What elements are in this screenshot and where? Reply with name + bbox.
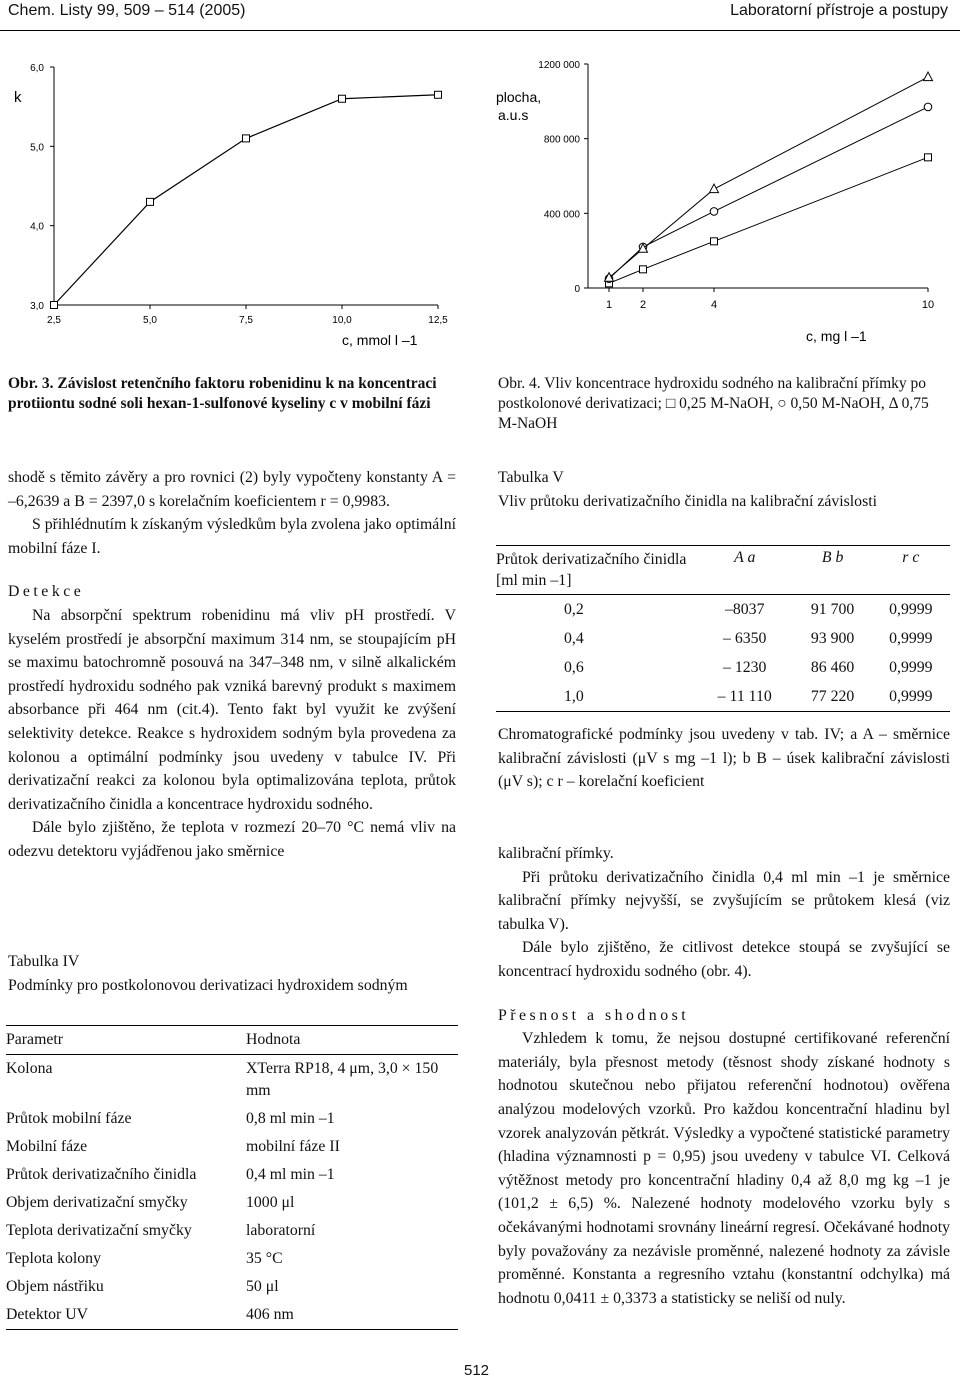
table-cell: 0,9999 bbox=[889, 601, 933, 618]
series-line bbox=[609, 157, 928, 283]
table-cell: 35 °C bbox=[246, 1250, 283, 1267]
data-point bbox=[339, 95, 346, 102]
table-cell: 93 900 bbox=[810, 630, 855, 647]
table-row bbox=[6, 1301, 458, 1330]
header-rule bbox=[0, 30, 960, 31]
x-axis-label: c, mmol l –1 bbox=[342, 332, 418, 348]
table-cell: – 6350 bbox=[723, 630, 767, 647]
table-cell: 0,4 ml min –1 bbox=[246, 1166, 335, 1183]
x-tick-label: 10,0 bbox=[332, 315, 352, 326]
paragraph: Dále bylo zjištěno, že teplota v rozmezí 20–70 °C nemá vliv na odezvu detektoru vyjádřenou jako směrnice bbox=[8, 819, 456, 860]
table-cell: 1,0 bbox=[564, 688, 584, 705]
y-axis-label: a.u.s bbox=[498, 107, 529, 123]
data-point bbox=[435, 91, 442, 98]
table-cell: Detektor UV bbox=[6, 1306, 89, 1323]
journal-header: Chem. Listy 99, 509 – 514 (2005) bbox=[8, 2, 246, 19]
x-tick-label: 2,5 bbox=[47, 315, 61, 326]
y-tick-label: 800 000 bbox=[543, 134, 580, 146]
data-point bbox=[924, 103, 932, 111]
paragraph: Při průtoku derivatizačního činidla 0,4 ml min –1 je směrnice kalibrační přímky nejvyšší, se zvyšujícím se průtokem klesá (viz tabulka V). bbox=[498, 868, 950, 933]
table-cell: 406 nm bbox=[246, 1306, 294, 1323]
table-4-subtitle: Podmínky pro postkolonovou derivatizaci hydroxidem sodným bbox=[8, 976, 408, 994]
table-header: Průtok derivatizačního činidla [ml min –1] bbox=[496, 551, 687, 589]
data-point bbox=[711, 238, 718, 245]
table-cell: Teplota derivatizační smyčky bbox=[6, 1222, 192, 1239]
table-cell: Objem nástřiku bbox=[6, 1278, 104, 1295]
table-5-footnote: Chromatografické podmínky jsou uvedeny v tab. IV; a A – směrnice kalibrační závislosti (μV s mg –1 l); b B – úsek kalibrační závislosti (μV s); c r – korelační koeficient bbox=[498, 726, 950, 791]
y-axis-label: k bbox=[14, 89, 22, 106]
table-row bbox=[6, 1161, 458, 1189]
table-row bbox=[6, 1189, 458, 1217]
series-line bbox=[54, 95, 438, 305]
table-cell: 0,6 bbox=[564, 659, 584, 676]
table-row bbox=[6, 1273, 458, 1301]
table-cell: – 1230 bbox=[723, 659, 767, 676]
table-cell: 0,2 bbox=[564, 601, 584, 618]
table-cell: –8037 bbox=[724, 601, 765, 618]
table-cell: 86 460 bbox=[810, 659, 855, 676]
table-row bbox=[6, 1133, 458, 1161]
table-cell: Průtok derivatizačního činidla bbox=[6, 1166, 197, 1183]
table-cell: XTerra RP18, 4 μm, 3,0 × 150 mm bbox=[246, 1060, 439, 1099]
table-header: B b bbox=[821, 549, 844, 566]
page-number: 512 bbox=[464, 1362, 490, 1379]
table-header: Hodnota bbox=[246, 1031, 301, 1048]
table-cell: Objem derivatizační smyčky bbox=[6, 1194, 188, 1211]
table-row bbox=[496, 595, 950, 625]
table-cell: 0,9999 bbox=[889, 630, 933, 647]
paragraph: Vzhledem k tomu, že nejsou dostupné certifikované referenční materiály, byla přesnost metody (těsnost shody získané hodnoty s hodnotou skutečnou nebo přijatou referenční hodnotou) ověřena analýzou modelových vzorků. Pro každou koncentrační hladinu byl vzorek analyzován pětkrát. Výsledky a vypočtené statistické parametry (hladina významnosti p = 0,95) jsou uvedeny v tabulce VI. Celková výtěžnost metody pro koncentrační hladiny 0,4 až 8,0 mg kg –1 je (101,2 ± 6,5) %. Nalezené hodnoty modelového vzorku byly s očekávanými hodnotami srovnány lineární regresí. Očekávané hodnoty byly považovány za nezávisle proměnné, nalezené hodnoty za závisle proměnné. Konstanta a regresního vztahu (konstantní odchylka) má hodnotu 0,0411 ± 0,3373 a statisticky se neliší od nuly. bbox=[498, 1030, 950, 1307]
table-cell: 0,9999 bbox=[889, 659, 933, 676]
paragraph: kalibrační přímky. bbox=[498, 845, 614, 862]
x-tick-label: 7,5 bbox=[239, 315, 253, 326]
data-point bbox=[710, 208, 718, 216]
table-4 bbox=[6, 1025, 458, 1330]
table-cell: Teplota kolony bbox=[6, 1250, 101, 1267]
x-tick-label: 4 bbox=[710, 299, 718, 311]
y-tick-label: 400 000 bbox=[543, 209, 580, 221]
table-5-subtitle: Vliv průtoku derivatizačního činidla na kalibrační závislosti bbox=[498, 492, 878, 510]
y-tick-label: 6,0 bbox=[30, 63, 44, 74]
table-row bbox=[6, 1245, 458, 1273]
table-5 bbox=[496, 545, 950, 712]
x-tick-label: 12,5 bbox=[428, 315, 448, 326]
table-5-caption bbox=[498, 466, 950, 513]
table-cell: 0,4 bbox=[564, 630, 584, 647]
table-cell: – 11 110 bbox=[717, 688, 772, 705]
table-row bbox=[496, 653, 950, 682]
y-tick-label: 0 bbox=[574, 284, 580, 295]
data-point bbox=[924, 72, 933, 81]
data-point bbox=[925, 154, 932, 161]
x-tick-label: 5,0 bbox=[143, 315, 157, 326]
y-tick-label: 1200 000 bbox=[538, 60, 580, 71]
table-cell: 1000 μl bbox=[246, 1194, 295, 1211]
table-row bbox=[496, 682, 950, 712]
table-5-title: Tabulka V bbox=[498, 469, 564, 486]
paragraph: S přihlédnutím k získaným výsledkům byla zvolena jako optimální mobilní fáze I. bbox=[8, 516, 456, 557]
right-column-text bbox=[498, 842, 950, 1310]
paragraph: Dále bylo zjištěno, že citlivost detekce stoupá se zvyšující se koncentrací hydroxidu sodného (obr. 4). bbox=[498, 939, 950, 980]
series-line bbox=[609, 77, 928, 278]
table-header: A a bbox=[734, 549, 756, 566]
y-tick-label: 3,0 bbox=[30, 301, 44, 312]
table-row bbox=[6, 1217, 458, 1245]
data-point bbox=[710, 184, 719, 193]
figure-4 bbox=[488, 50, 956, 356]
paragraph: Na absorpční spektrum robenidinu má vliv pH prostředí. V kyselém prostředí je absorpční maximum 314 nm, se stoupajícím pH se maximu batochromně posouvá na 347–348 nm, v silně alkalickém prostředí hydroxidu sodného pak vzniká barevný produkt s maximem absorbance při 464 nm (cit.4). Tento fakt byl využit ke zvýšení selektivity detekce. Reakce s hydroxidem sodným byla provedena za kolonou a optimální podmínky jsou uvedeny v tabulce IV. Při derivatizační reakci za kolonou byla optimalizována teplota, průtok derivatizačního činidla a koncentrace hydroxidu sodného. bbox=[8, 606, 456, 813]
table-header: r c bbox=[902, 549, 920, 566]
table-row bbox=[6, 1105, 458, 1133]
table-cell: laboratorní bbox=[246, 1222, 316, 1239]
left-column-text bbox=[8, 466, 456, 864]
y-tick-label: 5,0 bbox=[30, 142, 44, 154]
data-point bbox=[147, 198, 154, 205]
table-cell: Průtok mobilní fáze bbox=[6, 1110, 132, 1127]
x-axis-label: c, mg l –1 bbox=[806, 328, 867, 344]
figure-3-caption: Obr. 3. Závislost retenčního faktoru robenidinu k na koncentraci protiiontu sodné soli hexan-1-sulfonové kyseliny c v mobilní fázi bbox=[8, 375, 437, 412]
table-row bbox=[496, 624, 950, 653]
x-tick-label: 2 bbox=[639, 299, 647, 311]
figure-3 bbox=[6, 50, 474, 356]
figure-3-chart bbox=[6, 50, 474, 356]
section-heading-presnost: Přesnost a shodnost bbox=[498, 1006, 690, 1024]
table-cell: Mobilní fáze bbox=[6, 1138, 88, 1155]
table-cell: 0,9999 bbox=[889, 688, 933, 705]
y-tick-label: 4,0 bbox=[30, 221, 44, 233]
series-line bbox=[609, 107, 928, 279]
table-header: Parametr bbox=[6, 1031, 64, 1048]
section-header: Laboratorní přístroje a postupy bbox=[730, 2, 948, 19]
table-cell: mobilní fáze II bbox=[246, 1138, 340, 1155]
table-4-title: Tabulka IV bbox=[8, 953, 80, 970]
y-axis-label: plocha, bbox=[496, 89, 542, 105]
section-heading-detekce: Detekce bbox=[8, 583, 85, 601]
table-cell: 91 700 bbox=[810, 601, 855, 618]
data-point bbox=[243, 135, 250, 142]
table-cell: 50 μl bbox=[246, 1278, 279, 1295]
data-point bbox=[51, 302, 58, 309]
table-cell: Kolona bbox=[6, 1060, 53, 1077]
table-cell: 77 220 bbox=[810, 688, 855, 705]
table-cell: 0,8 ml min –1 bbox=[246, 1110, 335, 1127]
figure-4-caption: Obr. 4. Vliv koncentrace hydroxidu sodného na kalibrační přímky po postkolonové derivatizaci; □ 0,25 M-NaOH, ○ 0,50 M-NaOH, Δ 0,75 M-NaOH bbox=[498, 375, 929, 432]
table-4-caption bbox=[8, 950, 458, 997]
x-tick-label: 1 bbox=[605, 299, 613, 311]
x-tick-label: 10 bbox=[921, 299, 935, 311]
table-row bbox=[6, 1055, 458, 1106]
figure-4-chart bbox=[488, 50, 956, 356]
paragraph: shodě s těmito závěry a pro rovnici (2) byly vypočteny konstanty A = –6,2639 a B = 2397,0 s korelačním koeficientem r = 0,9983. bbox=[8, 469, 456, 510]
data-point bbox=[640, 266, 647, 273]
